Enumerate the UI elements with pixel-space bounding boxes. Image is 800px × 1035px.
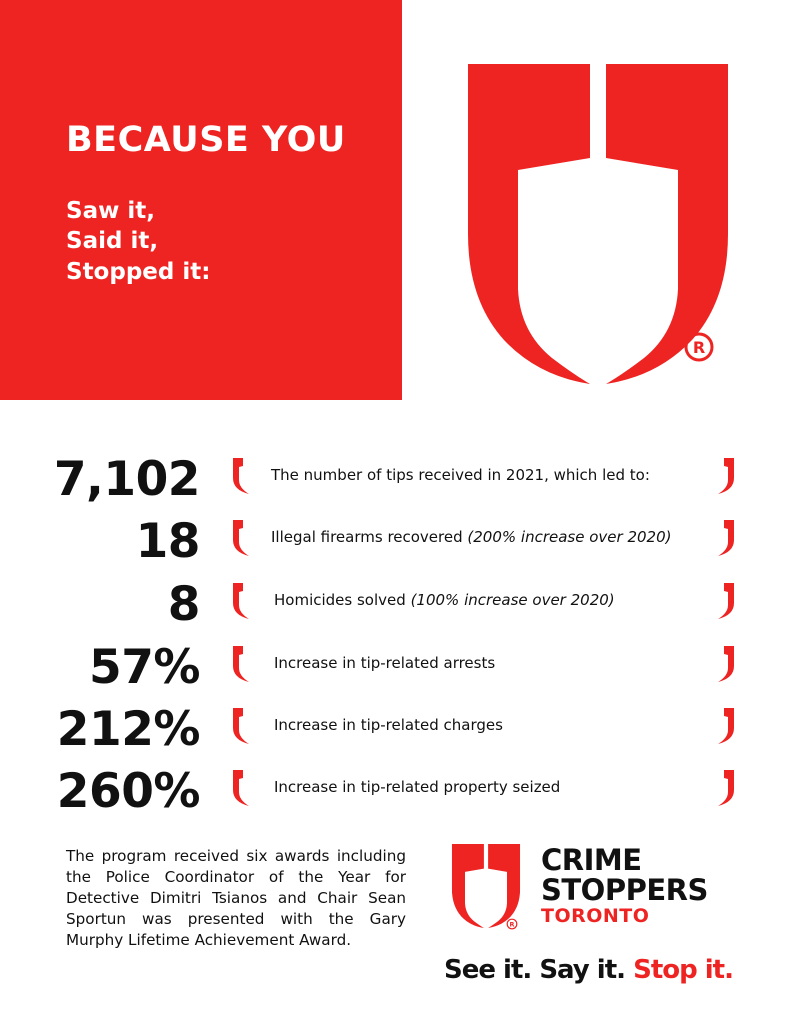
tagline-say: Say it. (539, 955, 626, 985)
stat-row-charges (0, 700, 800, 764)
stat-row-arrests (0, 638, 800, 702)
crime-stoppers-logo-icon (448, 844, 524, 928)
stat-value: 18 (135, 514, 200, 569)
awards-paragraph: The program received six awards including the Police Coordinator of the Year for Detective Dimitri Tsianos and Chair Sean Sportun was presented with the Gary Murphy Lifetime Achievement Award. (66, 847, 406, 949)
stat-value: 57% (89, 640, 200, 695)
stat-value: 212% (56, 702, 200, 757)
stat-note: (200% increase over 2020) (467, 528, 672, 546)
stat-row-property (0, 762, 800, 826)
registered-mark-small-icon (506, 918, 518, 930)
open-quote-icon (233, 458, 249, 494)
hero-line-saw: Saw it, (66, 198, 155, 224)
close-quote-icon (718, 646, 734, 682)
stat-description: Increase in tip-related charges (274, 716, 503, 734)
close-quote-icon (718, 458, 734, 494)
brand-crime: CRIME (541, 843, 642, 877)
stat-value: 260% (56, 764, 200, 819)
stat-row-tips (0, 450, 800, 514)
tagline (444, 955, 733, 985)
open-quote-icon (233, 770, 249, 806)
stat-note: (100% increase over 2020) (410, 591, 615, 609)
close-quote-icon (718, 708, 734, 744)
registered-mark-icon (684, 332, 714, 362)
hero-line-stopped: Stopped it: (66, 259, 211, 285)
close-quote-icon (718, 520, 734, 556)
stat-description: Increase in tip-related arrests (274, 654, 496, 672)
close-quote-icon (718, 583, 734, 619)
tagline-see: See it. (444, 955, 532, 985)
close-quote-icon (718, 770, 734, 806)
stat-row-homicides (0, 575, 800, 639)
stat-description: Illegal firearms recovered (200% increase over 2020) (271, 528, 672, 546)
stat-row-firearms (0, 512, 800, 576)
open-quote-icon (233, 708, 249, 744)
stat-value: 7,102 (53, 452, 200, 507)
stat-description: The number of tips received in 2021, which led to: (271, 466, 650, 484)
open-quote-icon (233, 520, 249, 556)
stat-description: Increase in tip-related property seized (274, 778, 561, 796)
open-quote-icon (233, 583, 249, 619)
stat-description: Homicides solved (100% increase over 2020) (274, 591, 615, 609)
stat-value: 8 (167, 577, 200, 632)
hero-title: BECAUSE YOU (66, 120, 346, 160)
brand-city: TORONTO (541, 905, 650, 927)
svg-text:R: R (692, 338, 706, 357)
tagline-stop: Stop it. (633, 955, 733, 985)
svg-text:R: R (509, 920, 515, 929)
brand-stoppers: STOPPERS (541, 873, 708, 907)
open-quote-icon (233, 646, 249, 682)
hero-panel (0, 0, 402, 400)
hero-line-said: Said it, (66, 228, 159, 254)
